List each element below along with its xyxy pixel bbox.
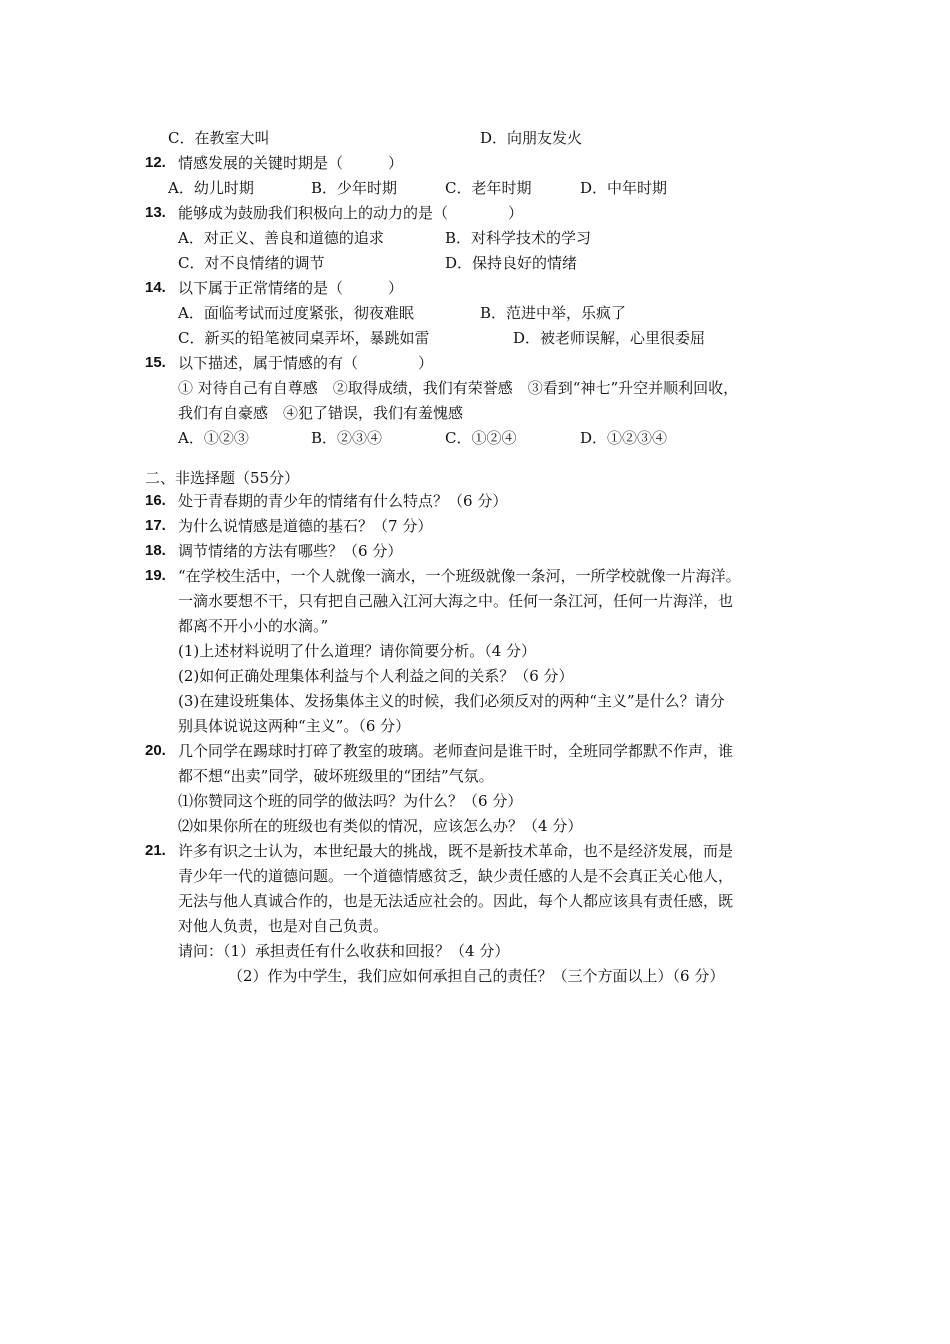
q11-option-c: C．在教室大叫: [168, 129, 270, 147]
q12-option-b: B．少年时期: [311, 179, 398, 197]
q14-text: 以下属于正常情绪的是（ ）: [178, 279, 404, 297]
q12-option-a: A．幼儿时期: [168, 179, 254, 197]
q21-subquestion-2: （2）作为中学生，我们应如何承担自己的责任？（三个方面以上）（6 分）: [228, 967, 725, 985]
q15-number: 15.: [145, 354, 166, 371]
q20-material-line-2: 都不想“出卖”同学，破坏班级里的“团结”气氛。: [178, 767, 494, 785]
q14-number: 14.: [145, 279, 166, 296]
q19-number: 19.: [145, 567, 166, 584]
q14-option-a: A．面临考试而过度紧张，彻夜难眠: [178, 304, 414, 322]
q19-material-line-1: “在学校生活中，一个人就像一滴水，一个班级就像一条河，一所学校就像一片海洋。: [178, 567, 741, 585]
q19-subquestion-3-line-2: 别具体说说这两种“主义”。（6 分）: [178, 717, 411, 735]
q12-option-c: C．老年时期: [445, 179, 532, 197]
q17-number: 17.: [145, 517, 166, 534]
q20-subquestion-1: ⑴你赞同这个班的同学的做法吗？为什么？（6 分）: [178, 792, 523, 810]
q19-subquestion-1: (1)上述材料说明了什么道理？请你简要分析。（4 分）: [178, 642, 537, 660]
q14-option-b: B．范进中举，乐疯了: [480, 304, 627, 322]
q20-number: 20.: [145, 742, 166, 759]
q12-number: 12.: [145, 154, 166, 171]
q13-text: 能够成为鼓励我们积极向上的动力的是（ ）: [178, 204, 524, 222]
q18-text: 调节情绪的方法有哪些？（6 分）: [178, 542, 403, 560]
q20-subquestion-2: ⑵如果你所在的班级也有类似的情况，应该怎么办？（4 分）: [178, 817, 583, 835]
q18-number: 18.: [145, 542, 166, 559]
q20-material-line-1: 几个同学在踢球时打碎了教室的玻璃。老师查问是谁干时，全班同学都默不作声，谁: [178, 742, 734, 760]
q16-number: 16.: [145, 492, 166, 509]
q13-option-d: D．保持良好的情绪: [445, 254, 578, 272]
q13-option-a: A．对正义、善良和道德的追求: [178, 229, 384, 247]
q15-text: 以下描述，属于情感的有（ ）: [178, 354, 434, 372]
q12-text: 情感发展的关键时期是（ ）: [178, 154, 404, 172]
q21-subquestion-1: 请问：（1）承担责任有什么收获和回报？（4 分）: [178, 942, 510, 960]
q19-material-line-3: 都离不开小小的水滴。”: [178, 617, 329, 635]
section-heading-non-choice: 二、非选择题（55分）: [145, 469, 300, 487]
q21-number: 21.: [145, 842, 166, 859]
q16-text: 处于青春期的青少年的情绪有什么特点？（6 分）: [178, 492, 508, 510]
q14-option-d: D．被老师误解，心里很委屈: [513, 329, 706, 347]
q13-number: 13.: [145, 204, 166, 221]
q15-option-d: D．①②③④: [580, 429, 668, 447]
q17-text: 为什么说情感是道德的基石？（7 分）: [178, 517, 433, 535]
q14-option-c: C．新买的铅笔被同桌弄坏，暴跳如雷: [178, 329, 430, 347]
q13-option-c: C．对不良情绪的调节: [178, 254, 325, 272]
q21-material-line-3: 无法与他人真诚合作的，也是无法适应社会的。因此，每个人都应该具有责任感，既: [178, 892, 734, 910]
q19-subquestion-2: (2)如何正确处理集体利益与个人利益之间的关系？（6 分）: [178, 667, 574, 685]
q15-statements-line-2: 我们有自豪感 ④犯了错误，我们有羞愧感: [178, 404, 464, 422]
q21-material-line-2: 青少年一代的道德问题。一个道德情感贫乏，缺少责任感的人是不会真正关心他人，: [178, 867, 734, 885]
q12-option-d: D．中年时期: [580, 179, 668, 197]
q19-material-line-2: 一滴水要想不干，只有把自己融入江河大海之中。任何一条江河，任何一片海洋，也: [178, 592, 734, 610]
q19-subquestion-3-line-1: (3)在建设班集体、发扬集体主义的时候，我们必须反对的两种“主义”是什么？请分: [178, 692, 725, 710]
q11-option-d: D．向朋友发火: [480, 129, 583, 147]
q15-option-a: A．①②③: [178, 429, 249, 447]
q21-material-line-1: 许多有识之士认为，本世纪最大的挑战，既不是新技术革命，也不是经济发展，而是: [178, 842, 734, 860]
q13-option-b: B．对科学技术的学习: [445, 229, 592, 247]
q21-material-line-4: 对他人负责，也是对自己负责。: [178, 917, 389, 935]
q15-statements-line-1: ① 对待自己有自尊感 ②取得成绩，我们有荣誉感 ③看到“神七”升空并顺利回收，: [178, 379, 739, 397]
q15-option-c: C．①②④: [445, 429, 517, 447]
q15-option-b: B．②③④: [311, 429, 383, 447]
